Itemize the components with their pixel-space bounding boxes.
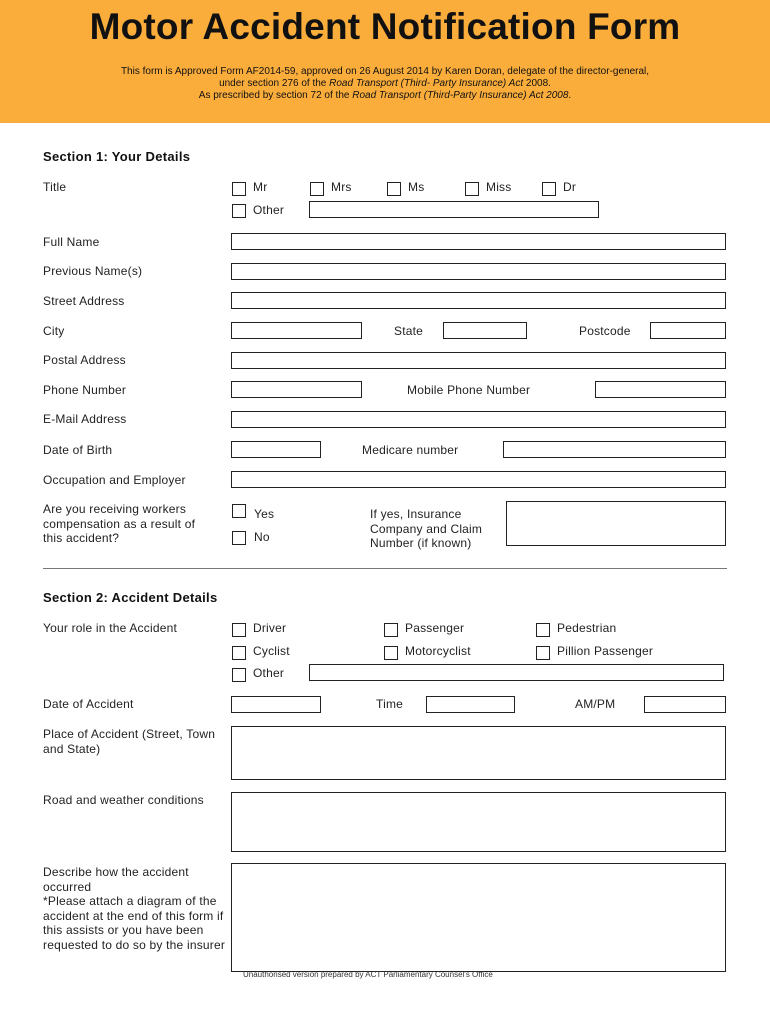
form-header <box>0 0 770 123</box>
accident-place-label: Place of Accident (Street, Town and State) <box>43 727 216 756</box>
workers-comp-yes-label: Yes <box>254 507 275 521</box>
title-dr-checkbox[interactable] <box>542 182 556 196</box>
role-other-input[interactable] <box>309 664 724 681</box>
role-pillion-passenger-label: Pillion Passenger <box>557 644 654 658</box>
section2-title: Section 2: Accident Details <box>43 590 218 605</box>
role-passenger-label: Passenger <box>405 621 465 635</box>
email-label: E-Mail Address <box>43 412 127 426</box>
title-miss-label: Miss <box>486 180 512 194</box>
title-dr-label: Dr <box>563 180 577 194</box>
title-other-checkbox[interactable] <box>232 204 246 218</box>
postcode-input[interactable] <box>650 322 726 339</box>
phone-input[interactable] <box>231 381 362 398</box>
role-driver-label: Driver <box>253 621 287 635</box>
mobile-label: Mobile Phone Number <box>407 383 531 397</box>
state-label: State <box>394 324 424 338</box>
occupation-label: Occupation and Employer <box>43 473 186 487</box>
accident-description-label: Describe how the accident occurred *Please attach a diagram of the accident at the end of this form if this assists or you have been requested to do so by the insurer <box>43 865 226 952</box>
title-other-input[interactable] <box>309 201 599 218</box>
previous-names-input[interactable] <box>231 263 726 280</box>
workers-comp-no-checkbox[interactable] <box>232 531 246 545</box>
occupation-input[interactable] <box>231 471 726 488</box>
role-driver-checkbox[interactable] <box>232 623 246 637</box>
city-label: City <box>43 324 65 338</box>
postal-address-label: Postal Address <box>43 353 126 367</box>
postcode-label: Postcode <box>579 324 631 338</box>
title-mr-label: Mr <box>253 180 268 194</box>
role-label: Your role in the Accident <box>43 621 177 635</box>
accident-time-label: Time <box>376 697 404 711</box>
section-reference-line: under section 276 of the Road Transport (Third- Party Insurance) Act 2008. <box>219 78 551 89</box>
road-conditions-label: Road and weather conditions <box>43 793 204 807</box>
footer-note: Unauthorised version prepared by ACT Parliamentary Counsel's Office <box>243 970 493 979</box>
full-name-input[interactable] <box>231 233 726 250</box>
phone-label: Phone Number <box>43 383 127 397</box>
workers-comp-label: Are you receiving workers compensation as a result of this accident? <box>43 502 196 545</box>
workers-comp-no-label: No <box>254 530 270 544</box>
street-address-label: Street Address <box>43 294 125 308</box>
prescribed-line: As prescribed by section 72 of the Road Transport (Third-Party Insurance) Act 2008. <box>198 90 572 101</box>
street-address-input[interactable] <box>231 292 726 309</box>
section-divider <box>43 568 727 569</box>
dob-label: Date of Birth <box>43 443 113 457</box>
mobile-input[interactable] <box>595 381 726 398</box>
title-ms-checkbox[interactable] <box>387 182 401 196</box>
postal-address-input[interactable] <box>231 352 726 369</box>
approval-line: This form is Approved Form AF2014-59, approved on 26 August 2014 by Karen Doran, delegate of the director-general, <box>120 66 650 77</box>
title-mr-checkbox[interactable] <box>232 182 246 196</box>
role-motorcyclist-checkbox[interactable] <box>384 646 398 660</box>
title-mrs-label: Mrs <box>331 180 352 194</box>
title-ms-label: Ms <box>408 180 425 194</box>
role-passenger-checkbox[interactable] <box>384 623 398 637</box>
medicare-label: Medicare number <box>362 443 459 457</box>
ampm-label: AM/PM <box>575 697 616 711</box>
full-name-label: Full Name <box>43 235 100 249</box>
role-pedestrian-label: Pedestrian <box>557 621 617 635</box>
previous-names-label: Previous Name(s) <box>43 264 143 278</box>
accident-date-input[interactable] <box>231 696 321 713</box>
city-input[interactable] <box>231 322 362 339</box>
insurance-company-label: If yes, Insurance Company and Claim Number (if known) <box>370 507 483 550</box>
dob-input[interactable] <box>231 441 321 458</box>
role-cyclist-checkbox[interactable] <box>232 646 246 660</box>
role-motorcyclist-label: Motorcyclist <box>405 644 471 658</box>
email-input[interactable] <box>231 411 726 428</box>
role-other-label: Other <box>253 666 285 680</box>
accident-description-input[interactable] <box>231 863 726 972</box>
title-label: Title <box>43 180 67 194</box>
insurance-company-input[interactable] <box>506 501 726 546</box>
road-conditions-input[interactable] <box>231 792 726 852</box>
role-other-checkbox[interactable] <box>232 668 246 682</box>
form-title: Motor Accident Notification Form <box>89 6 681 47</box>
workers-comp-yes-checkbox[interactable] <box>232 504 246 518</box>
medicare-input[interactable] <box>503 441 726 458</box>
ampm-input[interactable] <box>644 696 726 713</box>
title-miss-checkbox[interactable] <box>465 182 479 196</box>
section1-title: Section 1: Your Details <box>43 149 191 164</box>
role-pedestrian-checkbox[interactable] <box>536 623 550 637</box>
accident-date-label: Date of Accident <box>43 697 134 711</box>
title-mrs-checkbox[interactable] <box>310 182 324 196</box>
title-other-label: Other <box>253 203 285 217</box>
role-pillion-passenger-checkbox[interactable] <box>536 646 550 660</box>
accident-time-input[interactable] <box>426 696 515 713</box>
accident-place-input[interactable] <box>231 726 726 780</box>
role-cyclist-label: Cyclist <box>253 644 290 658</box>
state-input[interactable] <box>443 322 527 339</box>
